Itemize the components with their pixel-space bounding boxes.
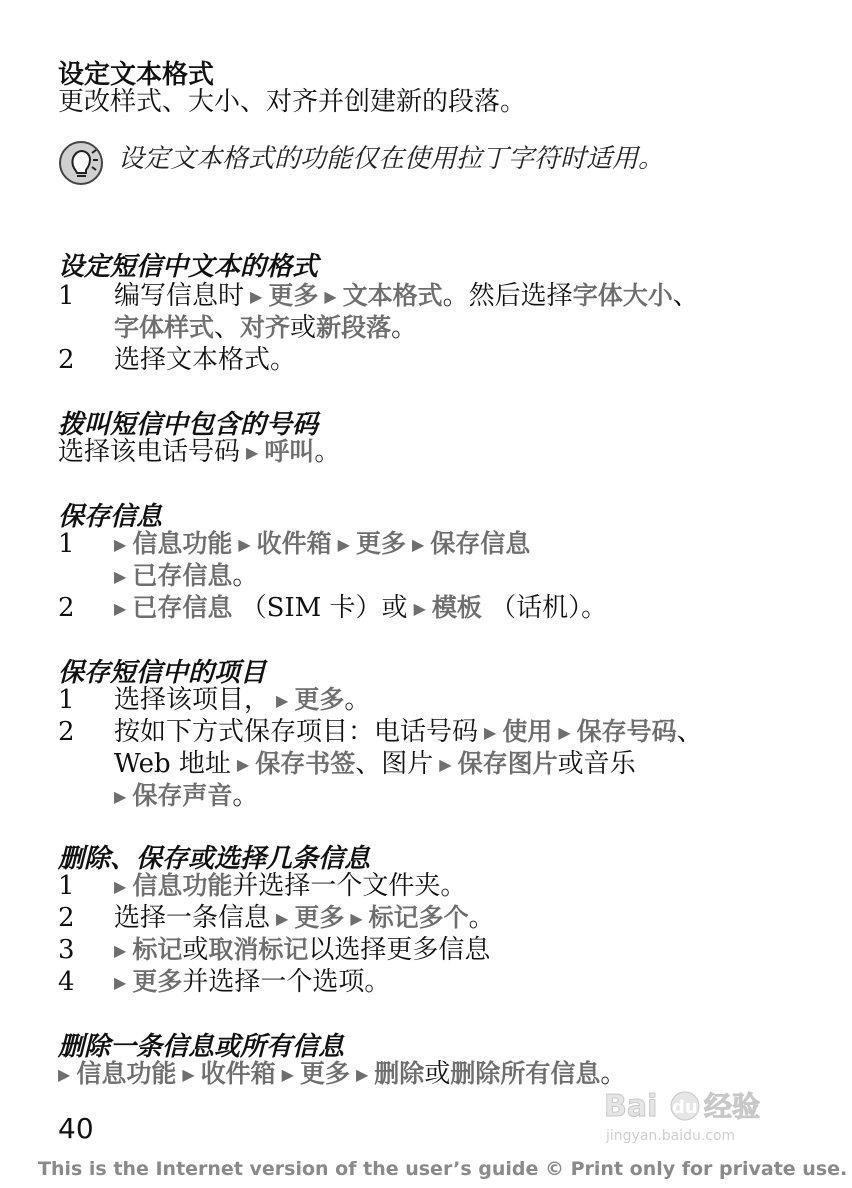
footer-disclaimer: This is the Internet version of the user’s guide © Print only for private use. (38, 1158, 848, 1180)
step-text: 或 (290, 313, 317, 343)
step-number: 1 (58, 685, 75, 715)
step-text: 选择文本格式。 (114, 345, 297, 375)
step-number: 2 (58, 717, 75, 747)
step-number: 2 (58, 903, 75, 933)
menu-arrow-icon: ▶ (114, 877, 127, 896)
step-text: 按如下方式保存项目：电话号码 (114, 717, 479, 747)
menu-item-mark: 标记 (132, 935, 183, 964)
svg-text:du: du (672, 1097, 698, 1118)
section-title-text-format: 设定文本格式 (58, 60, 215, 90)
step-2-continued (114, 780, 258, 815)
menu-item-new-paragraph: 新段落 (316, 313, 392, 342)
menu-item-more: 更多 (294, 903, 345, 932)
menu-arrow-icon: ▶ (246, 443, 259, 462)
menu-item-messaging: 信息功能 (132, 529, 233, 558)
watermark-url: jingyan.baidu.com (606, 1128, 736, 1144)
step-text: 并选择一个选项。 (182, 967, 391, 997)
step-text: 、 (672, 281, 699, 311)
step-text: 选择该电话号码 (58, 437, 241, 467)
menu-item-unmark: 取消标记 (208, 935, 309, 964)
menu-arrow-icon: ▶ (58, 1065, 71, 1084)
menu-item-call: 呼叫 (264, 437, 315, 466)
menu-arrow-icon: ▶ (355, 1065, 369, 1084)
section-call-text (58, 436, 340, 471)
menu-item-more: 更多 (294, 685, 345, 714)
step-1-continued (114, 312, 417, 344)
menu-item-text-format: 文本格式 (342, 281, 443, 310)
step-text: 并选择一个文件夹。 (232, 871, 467, 901)
step-number: 4 (58, 967, 75, 997)
tip-text: 设定文本格式的功能仅在使用拉丁字符时适用。 (118, 144, 665, 174)
section-title-save-items: 保存短信中的项目 (58, 658, 267, 688)
menu-item-saved-messages: 已存信息 (132, 561, 233, 590)
step-text: 。 (232, 781, 259, 811)
step-2 (58, 902, 495, 937)
step-number: 1 (58, 529, 75, 559)
menu-item-more: 更多 (299, 1059, 350, 1088)
menu-arrow-icon: ▶ (439, 755, 452, 774)
menu-arrow-icon: ▶ (350, 909, 363, 928)
section-title-sms-format: 设定短信中文本的格式 (58, 252, 319, 282)
step-text: 。 (391, 313, 418, 343)
menu-item-messaging: 信息功能 (132, 871, 233, 900)
menu-item-font-style: 字体样式 (114, 313, 215, 342)
step-4 (58, 966, 390, 1001)
menu-item-inbox: 收件箱 (256, 529, 332, 558)
menu-arrow-icon: ▶ (236, 755, 250, 774)
menu-arrow-icon: ▶ (250, 287, 263, 306)
step-text: 选择该项目， (114, 685, 271, 715)
menu-item-mark-several: 标记多个 (368, 903, 469, 932)
menu-item-more: 更多 (132, 967, 183, 996)
step-number: 2 (58, 593, 75, 623)
menu-item-save-number: 保存号码 (576, 717, 677, 746)
step-text: 。 (468, 903, 495, 933)
menu-item-templates: 模板 (431, 593, 482, 622)
menu-item-more: 更多 (268, 281, 319, 310)
page-number: 40 (58, 1112, 94, 1145)
menu-arrow-icon: ▶ (413, 599, 426, 618)
menu-arrow-icon: ▶ (182, 1065, 195, 1084)
section-title-manage-messages: 删除、保存或选择几条信息 (58, 844, 371, 874)
menu-arrow-icon: ▶ (484, 723, 497, 742)
menu-item-save-message: 保存信息 (430, 529, 531, 558)
step-text: 。 (232, 561, 259, 591)
step-2 (58, 344, 296, 376)
menu-arrow-icon: ▶ (114, 787, 127, 806)
menu-item-delete-all: 删除所有信息 (450, 1059, 601, 1088)
step-text: （话机）。 (481, 593, 608, 623)
menu-item-save-bookmark: 保存书签 (255, 749, 356, 778)
step-1 (58, 528, 530, 563)
step-1 (58, 684, 370, 719)
lightbulb-tip-icon (58, 140, 104, 190)
step-text: 。然后选择 (442, 281, 573, 311)
step-text: 、图片 (355, 749, 434, 779)
section-title-call-number: 拨叫短信中包含的号码 (58, 410, 319, 440)
step-2 (58, 716, 703, 751)
section-title-save-message: 保存信息 (58, 502, 163, 532)
menu-item-more: 更多 (355, 529, 406, 558)
menu-item-messaging: 信息功能 (76, 1059, 177, 1088)
menu-arrow-icon: ▶ (238, 535, 251, 554)
step-text: 、 (676, 717, 703, 747)
step-text: 编写信息时 (114, 281, 245, 311)
step-text: Web 地址 (114, 749, 231, 779)
step-1 (58, 870, 466, 905)
step-number: 3 (58, 935, 75, 965)
menu-arrow-icon: ▶ (324, 287, 337, 306)
menu-item-save-sound: 保存声音 (132, 781, 233, 810)
svg-text:Bai: Bai (604, 1089, 658, 1124)
step-2-continued (114, 748, 636, 783)
menu-item-font-size: 字体大小 (572, 281, 673, 310)
step-text: 。 (314, 437, 341, 467)
step-2 (58, 592, 607, 627)
section-delete-text (58, 1058, 626, 1093)
step-text: （SIM 卡）或 (232, 593, 408, 623)
step-text: 选择一条信息 (114, 903, 271, 933)
step-number: 2 (58, 345, 75, 375)
step-text: 或 (424, 1059, 451, 1089)
menu-item-saved-messages: 已存信息 (132, 593, 233, 622)
menu-arrow-icon: ▶ (114, 941, 127, 960)
step-text: 或 (182, 935, 209, 965)
menu-arrow-icon: ▶ (337, 535, 350, 554)
step-number: 1 (58, 871, 75, 901)
menu-item-delete: 删除 (374, 1059, 425, 1088)
menu-arrow-icon: ▶ (114, 535, 127, 554)
section-description: 更改样式、大小、对齐并创建新的段落。 (58, 87, 527, 117)
menu-item-use: 使用 (502, 717, 553, 746)
step-3 (58, 934, 490, 969)
menu-arrow-icon: ▶ (558, 723, 571, 742)
menu-arrow-icon: ▶ (114, 599, 127, 618)
step-text: 。 (600, 1059, 627, 1089)
menu-arrow-icon: ▶ (281, 1065, 294, 1084)
step-text: 以选择更多信息 (308, 935, 491, 965)
menu-arrow-icon: ▶ (114, 567, 127, 586)
menu-arrow-icon: ▶ (114, 973, 127, 992)
menu-item-align: 对齐 (240, 313, 291, 342)
step-1 (58, 280, 699, 315)
step-text: 、 (214, 313, 241, 343)
section-title-delete-messages: 删除一条信息或所有信息 (58, 1032, 345, 1062)
menu-item-inbox: 收件箱 (200, 1059, 276, 1088)
menu-arrow-icon: ▶ (411, 535, 425, 554)
step-1-continued (114, 560, 258, 595)
step-number: 1 (58, 281, 75, 311)
menu-arrow-icon: ▶ (276, 691, 289, 710)
menu-arrow-icon: ▶ (276, 909, 289, 928)
svg-text:经验: 经验 (704, 1090, 761, 1123)
step-text: 或音乐 (557, 749, 636, 779)
menu-item-save-picture: 保存图片 (457, 749, 558, 778)
step-text: 。 (344, 685, 371, 715)
